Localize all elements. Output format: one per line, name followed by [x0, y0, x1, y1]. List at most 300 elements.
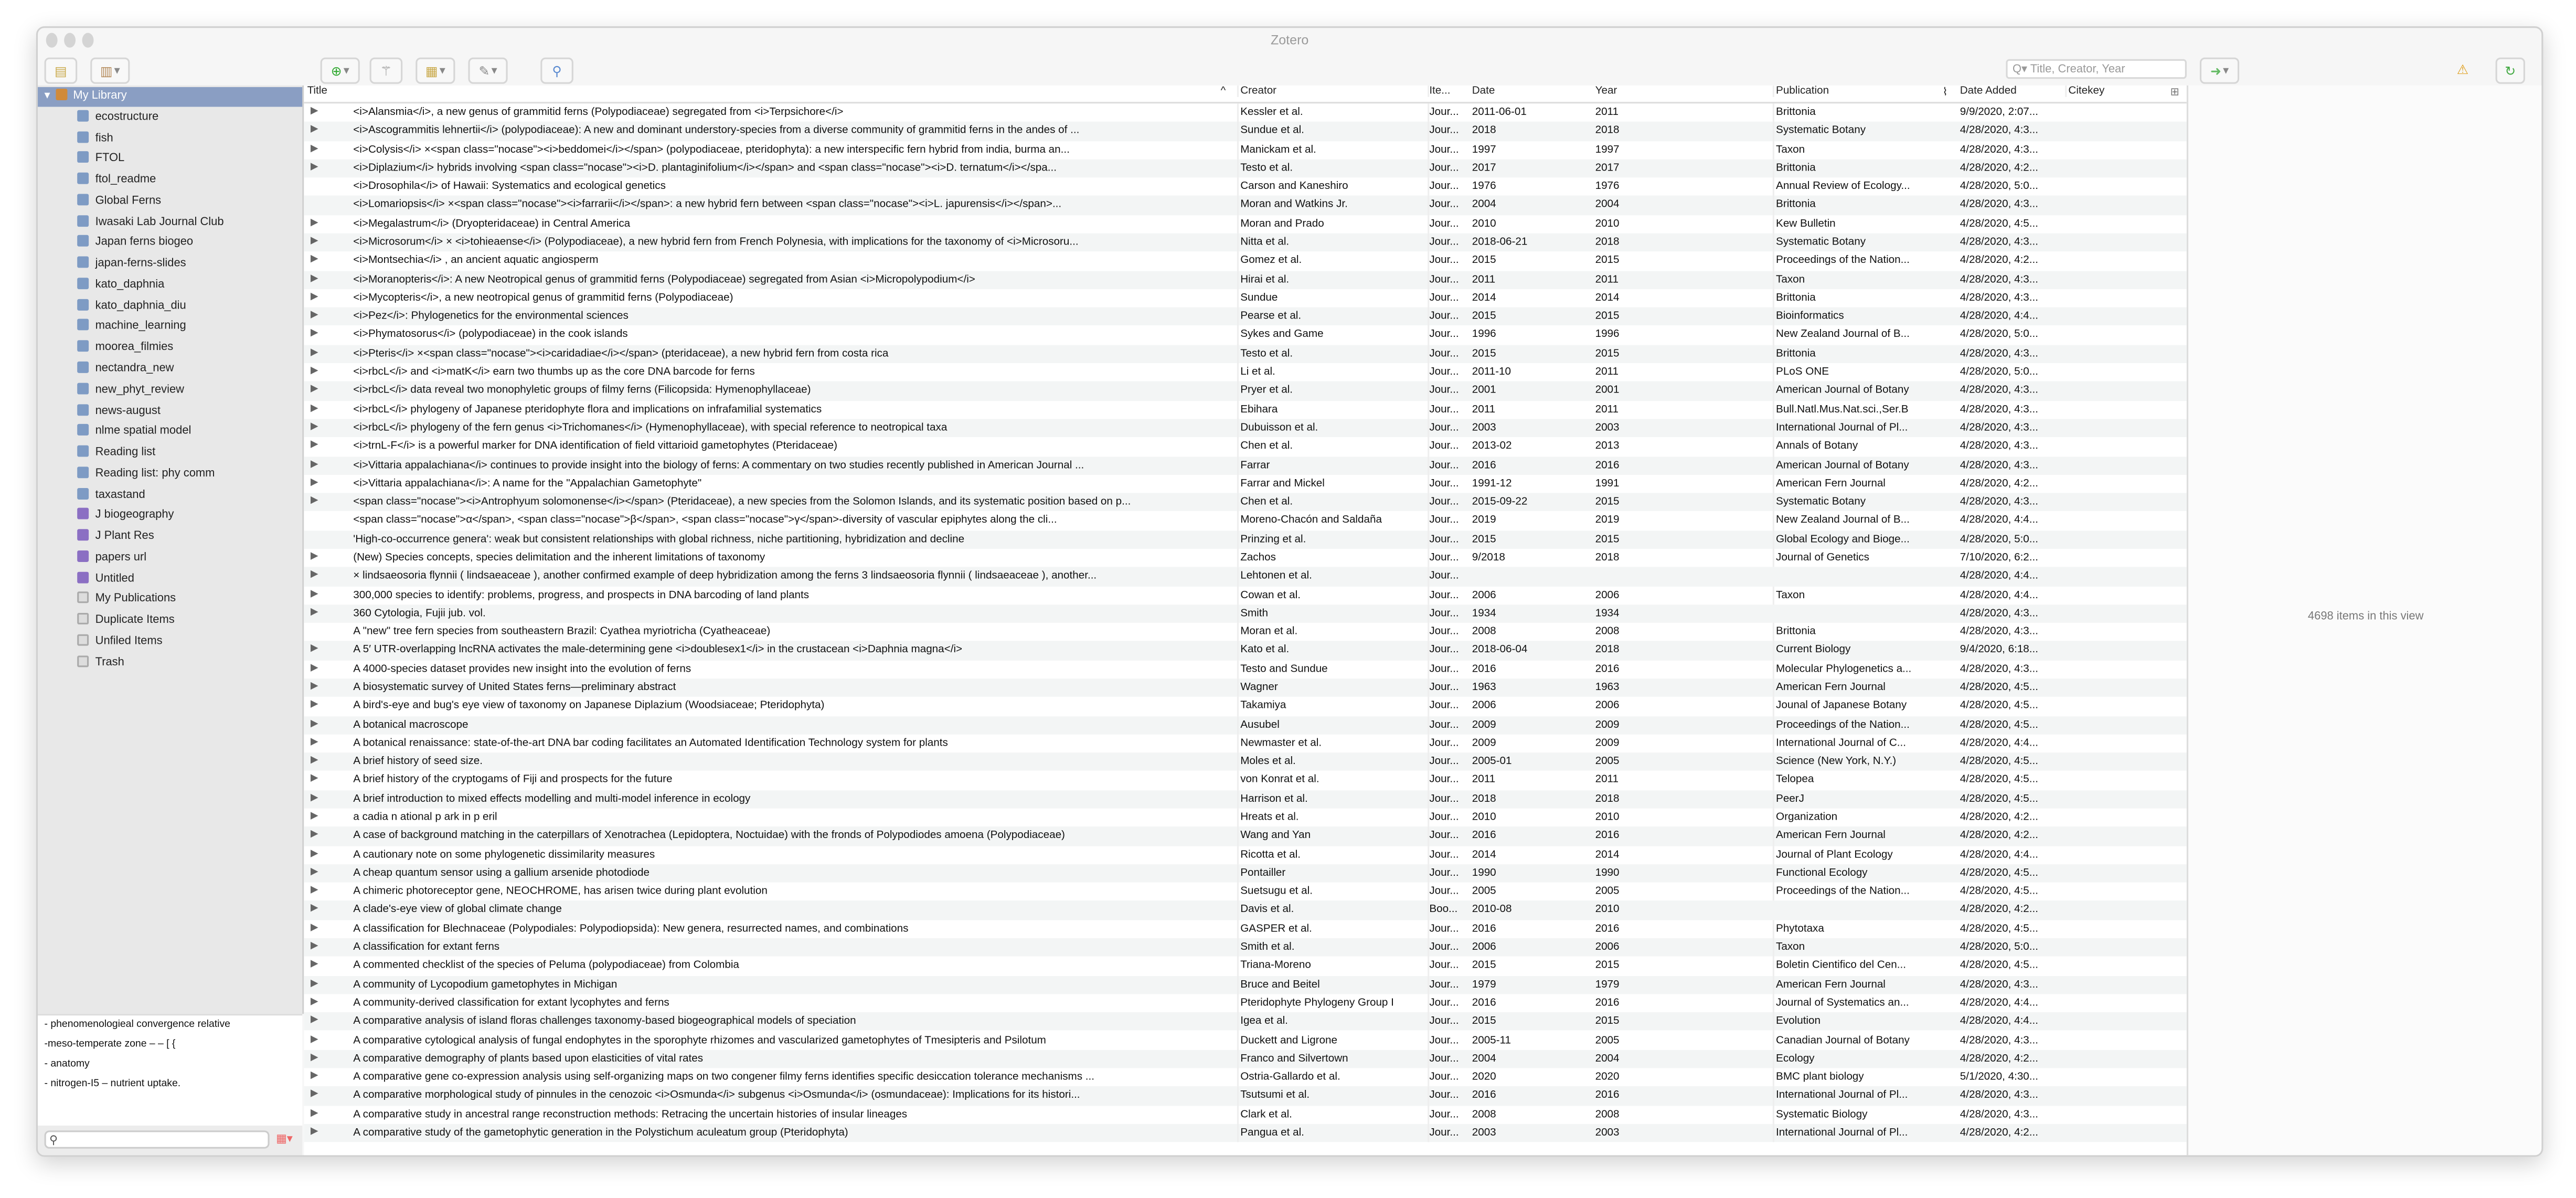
table-row[interactable]: [304, 196, 2187, 215]
item-date: 2014: [1472, 292, 1496, 304]
item-type: Jour...: [1428, 845, 1468, 864]
item-type: Jour...: [1428, 308, 1468, 326]
expand-toggle-icon[interactable]: ▶: [310, 756, 318, 766]
item-creator: Franco and Silvertown: [1237, 1049, 1428, 1068]
table-row[interactable]: [304, 678, 2187, 697]
item-title: <i>Vittaria appalachiana</i> continues to provide insight into the biology of ferns: A commentary on two studies recently published in American Journal ...: [353, 459, 1084, 471]
new-library-button[interactable]: [90, 58, 130, 84]
collection-news-august[interactable]: [38, 402, 302, 422]
expand-toggle-icon[interactable]: ▶: [310, 904, 318, 915]
table-row[interactable]: [304, 753, 2187, 771]
collection-kato-daphnia-diu[interactable]: [38, 297, 302, 317]
folder-icon: [77, 173, 89, 184]
item-date-added: 4/28/2020, 4:2...: [1960, 478, 2039, 490]
table-row[interactable]: [304, 419, 2187, 437]
column-header-date[interactable]: Date: [1472, 85, 1495, 97]
item-creator: Ostria-Gallardo et al.: [1237, 1068, 1428, 1087]
new-collection-button[interactable]: [45, 58, 78, 84]
item-year: 1979: [1595, 979, 1620, 991]
table-row[interactable]: [304, 234, 2187, 252]
expand-toggle-icon[interactable]: ▶: [310, 979, 318, 989]
collection-label: kato_daphnia_diu: [95, 300, 186, 312]
table-row[interactable]: [304, 474, 2187, 493]
collection-nectandra-new[interactable]: [38, 360, 302, 380]
table-row[interactable]: [304, 864, 2187, 883]
item-date-added: 4/28/2020, 4:3...: [1960, 459, 2039, 471]
table-row[interactable]: [304, 530, 2187, 548]
item-publication: Phytotaxa: [1773, 920, 1934, 938]
table-row[interactable]: [304, 345, 2187, 363]
table-row[interactable]: [304, 790, 2187, 808]
column-header-citekey[interactable]: Citekey: [2065, 86, 2174, 97]
item-date: 2009: [1472, 737, 1496, 749]
item-type: Jour...: [1428, 586, 1468, 604]
tag-color-menu-icon[interactable]: ▦▾: [276, 1133, 293, 1146]
item-year: 2011: [1595, 404, 1619, 416]
collection-japan-ferns-slides[interactable]: [38, 255, 302, 275]
item-title: A comparative morphological study of pinnules in the cenozoic <i>Osmunda</i> subgenus <i>Osmunda</i> (osmundaceae): Implications for its histori...: [353, 1090, 1080, 1102]
expand-toggle-icon[interactable]: ▶: [310, 273, 318, 284]
item-title: A 4000-species dataset provides new insight into the evolution of ferns: [353, 663, 691, 675]
item-publication: BMC plant biology: [1773, 1068, 1934, 1087]
item-title: A community of Lycopodium gametophytes in Michigan: [353, 979, 618, 991]
item-creator: Lehtonen et al.: [1237, 567, 1428, 586]
table-row[interactable]: [304, 1105, 2187, 1123]
expand-toggle-icon[interactable]: ▶: [310, 478, 318, 488]
column-header-title[interactable]: Title: [307, 85, 327, 97]
collection-reading-list[interactable]: [38, 444, 302, 464]
table-row[interactable]: [304, 252, 2187, 270]
item-date-added: 4/28/2020, 4:5...: [1960, 775, 2039, 787]
collection-label: ecostructure: [95, 111, 159, 123]
expand-toggle-icon[interactable]: ▶: [310, 1127, 318, 1137]
expand-toggle-icon[interactable]: ▶: [310, 682, 318, 692]
item-date-added: 4/28/2020, 4:4...: [1960, 849, 2039, 861]
table-row[interactable]: [304, 809, 2187, 827]
collection-ftol-readme[interactable]: [38, 171, 302, 191]
collection-taxastand[interactable]: [38, 486, 302, 506]
chevron-down-icon: ▾: [439, 66, 445, 78]
item-date-added: 5/1/2020, 4:30...: [1960, 1071, 2039, 1083]
table-row[interactable]: [304, 994, 2187, 1012]
item-publication: International Journal of Pl...: [1773, 1087, 1934, 1105]
item-date: 2015: [1472, 311, 1496, 323]
item-year: 2004: [1595, 1053, 1620, 1065]
item-title: <i>Mycopteris</i>, a new neotropical genus of grammitid ferns (Polypodiaceae): [353, 292, 733, 304]
item-publication: Systematic Botany: [1773, 234, 1934, 252]
expand-toggle-icon[interactable]: ▶: [310, 329, 318, 340]
table-row[interactable]: [304, 549, 2187, 567]
new-note-button[interactable]: [416, 58, 455, 84]
expand-toggle-icon[interactable]: ▶: [310, 404, 318, 414]
item-type: Jour...: [1428, 864, 1468, 883]
collection-duplicate-items[interactable]: [38, 612, 302, 632]
new-item-button[interactable]: [321, 58, 360, 84]
tag-line: - phenomenologieal convergence relative: [44, 1019, 230, 1031]
expand-toggle-icon[interactable]: ▶: [310, 385, 318, 395]
table-row[interactable]: [304, 122, 2187, 141]
item-year: 2004: [1595, 199, 1620, 211]
collection-unfiled-items[interactable]: [38, 633, 302, 653]
item-year: 2005: [1595, 756, 1620, 768]
table-row[interactable]: [304, 1068, 2187, 1087]
item-date-added: 4/28/2020, 4:4...: [1960, 570, 2039, 582]
item-date: 2016: [1472, 1090, 1496, 1102]
item-creator: Testo et al.: [1237, 159, 1428, 177]
collection-ecostructure[interactable]: [38, 108, 302, 128]
expand-toggle-icon[interactable]: ▶: [310, 292, 318, 302]
item-type: Jour...: [1428, 753, 1468, 771]
item-publication: International Journal of C...: [1773, 734, 1934, 752]
collection-papers-url[interactable]: [38, 549, 302, 569]
expand-toggle-icon[interactable]: ▶: [310, 960, 318, 970]
item-type: Boo...: [1428, 901, 1468, 919]
item-type: Jour...: [1428, 920, 1468, 938]
table-row[interactable]: [304, 456, 2187, 474]
folder-icon: [77, 446, 89, 457]
item-date-added: 4/28/2020, 4:2...: [1960, 1127, 2039, 1139]
column-picker-icon[interactable]: ⊞: [2170, 87, 2179, 99]
table-row[interactable]: [304, 771, 2187, 790]
expand-toggle-icon[interactable]: ▶: [310, 793, 318, 803]
sync-button[interactable]: [2496, 58, 2525, 84]
item-year: 2005: [1595, 1034, 1620, 1046]
item-creator: Li et al.: [1237, 363, 1428, 381]
item-date-added: 4/28/2020, 4:4...: [1960, 515, 2039, 527]
table-row[interactable]: [304, 883, 2187, 901]
column-header-attachments-paperclip-icon[interactable]: ⌇: [1942, 87, 1948, 99]
expand-toggle-icon[interactable]: ▶: [310, 125, 318, 135]
collection-nlme-spatial-model[interactable]: [38, 423, 302, 443]
table-row[interactable]: [304, 660, 2187, 678]
expand-toggle-icon[interactable]: ▶: [310, 811, 318, 822]
add-attachment-button[interactable]: [468, 58, 507, 84]
item-publication: Taxon: [1773, 938, 1934, 957]
table-row[interactable]: [304, 438, 2187, 456]
expand-toggle-icon[interactable]: ▶: [310, 589, 318, 599]
folder-icon: [77, 236, 89, 247]
table-row[interactable]: [304, 716, 2187, 734]
expand-toggle-icon[interactable]: ▶: [310, 570, 318, 581]
table-row[interactable]: [304, 623, 2187, 641]
collection-new-phyt-review[interactable]: [38, 381, 302, 401]
expand-toggle-icon[interactable]: ▶: [310, 107, 318, 117]
expand-toggle-icon[interactable]: ▶: [310, 775, 318, 785]
table-row[interactable]: [304, 363, 2187, 381]
expand-toggle-icon[interactable]: ▶: [310, 737, 318, 748]
item-date-added: 4/28/2020, 4:3...: [1960, 236, 2039, 248]
item-publication: Organization: [1773, 809, 1934, 827]
collection-my-publications[interactable]: [38, 591, 302, 611]
collection-j-biogeography[interactable]: [38, 507, 302, 527]
expand-toggle-icon[interactable]: ▶: [310, 255, 318, 266]
item-creator: Moran et al.: [1237, 623, 1428, 641]
expand-toggle-icon[interactable]: ▶: [310, 830, 318, 841]
expand-toggle-icon[interactable]: ▶: [310, 459, 318, 470]
table-row[interactable]: [304, 382, 2187, 400]
item-title: <i>Microsorum</i> × <i>tohieaense</i> (Polypodiaceae), a new hybrid fern from French Polynesia, with implications for the taxonomy of <i>Microsoru...: [353, 236, 1079, 248]
expand-toggle-icon[interactable]: ▶: [310, 311, 318, 321]
collection-j-plant-res[interactable]: [38, 528, 302, 548]
column-header-publication[interactable]: Publication: [1773, 86, 1934, 97]
item-creator: Testo and Sundue: [1237, 660, 1428, 678]
collection-machine-learning[interactable]: [38, 318, 302, 338]
chevron-down-icon: ▾: [114, 66, 120, 78]
collection-moorea-filmies[interactable]: [38, 339, 302, 359]
table-row[interactable]: [304, 178, 2187, 196]
item-date-added: 4/28/2020, 4:3...: [1960, 608, 2039, 619]
item-title: <i>trnL-F</i> is a powerful marker for DNA identification of field vittarioid gametophytes (Pteridaceae): [353, 440, 837, 452]
expand-toggle-icon[interactable]: ▶: [310, 608, 318, 618]
expand-toggle-icon[interactable]: ▶: [310, 236, 318, 247]
item-creator: Carson and Kaneshiro: [1237, 178, 1428, 196]
item-date-added: 4/28/2020, 4:3...: [1960, 1090, 2039, 1102]
item-date-added: 4/28/2020, 4:3...: [1960, 144, 2039, 156]
collection-fish[interactable]: [38, 129, 302, 149]
table-row[interactable]: [304, 586, 2187, 604]
item-year: 2014: [1595, 849, 1620, 861]
item-publication: Boletin Cientifico del Cen...: [1773, 957, 1934, 976]
expand-toggle-icon[interactable]: ▶: [310, 644, 318, 655]
item-publication: Proceedings of the Nation...: [1773, 883, 1934, 901]
saved-search-icon: [77, 529, 89, 541]
item-date: 2017: [1472, 162, 1496, 174]
table-row[interactable]: [304, 215, 2187, 233]
table-row[interactable]: [304, 1031, 2187, 1049]
table-row[interactable]: [304, 734, 2187, 752]
table-row[interactable]: [304, 957, 2187, 976]
search-mode-dropdown[interactable]: Q▾: [2012, 64, 2028, 76]
expand-toggle-icon[interactable]: ▶: [310, 144, 318, 154]
table-row[interactable]: [304, 938, 2187, 957]
item-publication: Current Biology: [1773, 642, 1934, 660]
collection-reading-list-phy-comm[interactable]: [38, 465, 302, 485]
item-creator: Cowan et al.: [1237, 586, 1428, 604]
collection-label: japan-ferns-slides: [95, 258, 186, 270]
expand-toggle-icon[interactable]: ▶: [310, 366, 318, 377]
collection-ftol[interactable]: [38, 150, 302, 170]
locate-button[interactable]: [2200, 58, 2239, 84]
item-title: A cheap quantum sensor using a gallium arsenide photodiode: [353, 867, 650, 879]
collection-global-ferns[interactable]: [38, 192, 302, 212]
item-creator: Testo et al.: [1237, 345, 1428, 363]
table-row[interactable]: [304, 141, 2187, 159]
folder-icon: [77, 320, 89, 331]
saved-search-icon: [77, 550, 89, 562]
table-row[interactable]: [304, 270, 2187, 289]
table-row[interactable]: [304, 976, 2187, 994]
collection-trash[interactable]: [38, 654, 302, 674]
expand-toggle-icon[interactable]: ▶: [310, 719, 318, 729]
item-date-added: 4/28/2020, 5:0...: [1960, 366, 2039, 378]
collection-label: Unfiled Items: [95, 635, 163, 648]
item-creator: Davis et al.: [1237, 901, 1428, 919]
item-publication: Brittonia: [1773, 345, 1934, 363]
folder-icon: [77, 194, 89, 205]
item-type: Jour...: [1428, 196, 1468, 215]
table-row[interactable]: [304, 289, 2187, 308]
item-title: A brief history of seed size.: [353, 756, 483, 768]
table-row[interactable]: [304, 400, 2187, 419]
collection-my-library[interactable]: [38, 87, 302, 107]
collection-japan-ferns-biogeo[interactable]: [38, 234, 302, 254]
expand-toggle-icon[interactable]: ▶: [310, 162, 318, 173]
zotero-window: [36, 26, 2543, 1157]
expand-toggle-icon[interactable]: ▶: [310, 1034, 318, 1045]
item-date-added: 4/28/2020, 4:2...: [1960, 162, 2039, 174]
tag-filter-input[interactable]: [45, 1130, 270, 1148]
item-date: 1976: [1472, 181, 1496, 193]
expand-toggle-icon[interactable]: ▶: [310, 552, 318, 562]
expand-toggle-icon[interactable]: ▶: [310, 867, 318, 877]
column-header-date-added[interactable]: Date Added: [1960, 85, 2017, 97]
column-header-item-type[interactable]: Ite...: [1428, 86, 1468, 97]
item-creator: Chen et al.: [1237, 438, 1428, 456]
collection-label: Untitled: [95, 573, 134, 585]
item-date-added: 4/28/2020, 4:3...: [1960, 1108, 2039, 1120]
collection-iwasaki-lab-journal-club[interactable]: [38, 213, 302, 233]
table-row[interactable]: [304, 845, 2187, 864]
table-row[interactable]: [304, 697, 2187, 716]
table-row[interactable]: [304, 308, 2187, 326]
item-date: 2010: [1472, 811, 1496, 823]
search-placeholder: Title, Creator, Year: [2030, 64, 2125, 76]
expand-toggle-icon[interactable]: ▶: [310, 700, 318, 711]
expand-toggle-icon[interactable]: ▶: [310, 1053, 318, 1063]
collection-label: kato_daphnia: [95, 279, 165, 291]
expand-toggle-icon[interactable]: ▶: [310, 1015, 318, 1026]
table-row[interactable]: [304, 159, 2187, 177]
add-by-identifier-button[interactable]: [370, 58, 403, 84]
item-title: 360 Cytologia, Fujii jub. vol.: [353, 608, 486, 619]
special-collection-icon: [77, 655, 89, 667]
table-row[interactable]: [304, 901, 2187, 919]
collection-label: FTOL: [95, 153, 125, 165]
item-creator: Ebihara: [1237, 400, 1428, 419]
item-year: 2018: [1595, 125, 1620, 137]
expand-toggle-icon[interactable]: ▶: [310, 849, 318, 859]
expand-toggle-icon[interactable]: ▶: [310, 218, 318, 228]
expand-toggle-icon[interactable]: ▶: [310, 440, 318, 451]
item-publication: American Journal of Botany: [1773, 382, 1934, 400]
table-row[interactable]: [304, 567, 2187, 586]
collection-label: Iwasaki Lab Journal Club: [95, 216, 224, 228]
special-collection-icon: [77, 613, 89, 625]
expand-toggle-icon[interactable]: ▶: [310, 663, 318, 673]
item-type: Jour...: [1428, 493, 1468, 512]
item-publication: American Fern Journal: [1773, 474, 1934, 493]
expand-toggle-icon[interactable]: ▶: [310, 1090, 318, 1100]
expand-toggle-icon[interactable]: ▶: [310, 496, 318, 506]
advanced-search-button[interactable]: [540, 58, 573, 84]
table-row[interactable]: [304, 512, 2187, 530]
table-row[interactable]: [304, 103, 2187, 122]
table-row[interactable]: [304, 1049, 2187, 1068]
item-type: Jour...: [1428, 103, 1468, 122]
item-title: A biosystematic survey of United States ferns—preliminary abstract: [353, 682, 676, 694]
item-date: 2014: [1472, 849, 1496, 861]
folder-icon: [77, 404, 89, 415]
item-date: 2008: [1472, 626, 1496, 638]
item-creator: Gomez et al.: [1237, 252, 1428, 270]
folder-icon: [77, 341, 89, 352]
expand-toggle-icon[interactable]: ▶: [310, 941, 318, 952]
item-type: Jour...: [1428, 771, 1468, 790]
item-creator: Kato et al.: [1237, 642, 1428, 660]
table-row[interactable]: [304, 642, 2187, 660]
table-row[interactable]: [304, 1124, 2187, 1142]
item-publication: Jounal of Japanese Botany: [1773, 697, 1934, 716]
table-row[interactable]: [304, 493, 2187, 512]
item-date: 9/2018: [1472, 552, 1505, 564]
item-title: <i>Lomariopsis</i> ×<span class="nocase"><i>farrarii</i></span>: a new hybrid fern between <span class="nocase"><i>L. japurensis</i></span>...: [353, 199, 1062, 211]
warning-button[interactable]: [2453, 58, 2473, 81]
item-date: 2004: [1472, 199, 1496, 211]
item-date-added: 9/9/2020, 2:07...: [1960, 107, 2039, 119]
expand-toggle-icon[interactable]: ▶: [310, 1108, 318, 1119]
item-type: Jour...: [1428, 678, 1468, 697]
item-date: 2010-08: [1472, 904, 1512, 916]
item-year: 2015: [1595, 1015, 1620, 1027]
item-type: Jour...: [1428, 400, 1468, 419]
item-creator: Sundue et al.: [1237, 122, 1428, 141]
item-date-added: 4/28/2020, 4:3...: [1960, 979, 2039, 991]
item-title: 300,000 species to identify: problems, progress, and prospects in DNA barcoding of land plants: [353, 589, 810, 601]
expand-toggle-icon[interactable]: ▶: [310, 1071, 318, 1082]
table-row[interactable]: [304, 1013, 2187, 1031]
item-date-added: 4/28/2020, 4:3...: [1960, 663, 2039, 675]
item-date: 2003: [1472, 422, 1496, 434]
item-title: <i>rbcL</i> and <i>matK</i> earn two thumbs up as the core DNA barcode for ferns: [353, 366, 755, 378]
collection-label: moorea_filmies: [95, 342, 174, 354]
table-row[interactable]: [304, 1087, 2187, 1105]
window-title: Zotero: [1270, 33, 1309, 48]
item-year: 2003: [1595, 1127, 1620, 1139]
collection-kato-daphnia[interactable]: [38, 276, 302, 296]
disclosure-triangle-icon[interactable]: ▾: [44, 90, 50, 102]
expand-toggle-icon[interactable]: ▶: [310, 997, 318, 1008]
table-row[interactable]: [304, 605, 2187, 623]
item-publication: Annual Review of Ecology...: [1773, 178, 1934, 196]
item-creator: Wagner: [1237, 678, 1428, 697]
collection-untitled[interactable]: [38, 570, 302, 590]
item-title: A comparative analysis of island floras challenges taxonomy-based biogeographical models of speciation: [353, 1015, 856, 1027]
item-title: A comparative study of the gametophytic generation in the Polystichum aculeatum group (Pteridophyta): [353, 1127, 848, 1139]
item-title: <i>Alansmia</i>, a new genus of grammitid ferns (Polypodiaceae) segregated from <i>Terpsichore</i>: [353, 107, 844, 119]
item-date: 2018-06-04: [1472, 644, 1528, 656]
item-publication: Bioinformatics: [1773, 308, 1934, 326]
quick-search-input[interactable]: [2006, 59, 2186, 79]
expand-toggle-icon[interactable]: ▶: [310, 886, 318, 896]
column-header-creator[interactable]: Creator: [1237, 86, 1428, 97]
column-header-year[interactable]: Year: [1595, 85, 1617, 97]
item-creator: GASPER et al.: [1237, 920, 1428, 938]
expand-toggle-icon[interactable]: ▶: [310, 348, 318, 358]
table-row[interactable]: [304, 326, 2187, 344]
item-date: 2011: [1472, 273, 1496, 285]
item-date-added: 4/28/2020, 5:0...: [1960, 181, 2039, 193]
item-date: 2004: [1472, 1053, 1496, 1065]
item-date: 2011-10: [1472, 366, 1511, 378]
expand-toggle-icon[interactable]: ▶: [310, 923, 318, 933]
expand-toggle-icon[interactable]: ▶: [310, 422, 318, 432]
item-title: 'High-co-occurrence genera': weak but consistent relationships with global richness, niche partitioning, hybridization and decline: [353, 533, 965, 545]
table-row[interactable]: [304, 920, 2187, 938]
table-row[interactable]: [304, 827, 2187, 845]
item-date-added: 4/28/2020, 4:3...: [1960, 422, 2039, 434]
item-date-added: 4/28/2020, 4:5...: [1960, 719, 2039, 731]
item-year: 2018: [1595, 236, 1620, 248]
